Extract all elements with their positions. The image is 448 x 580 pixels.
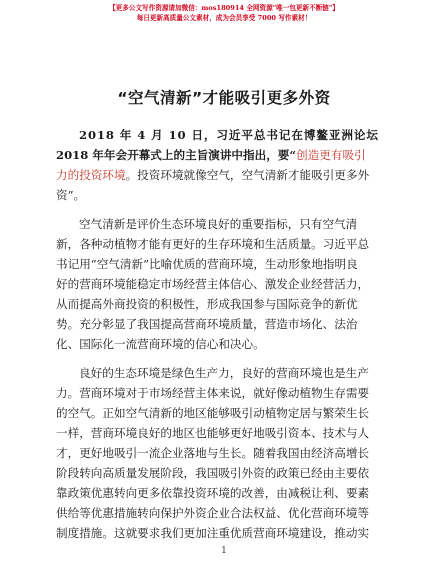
paragraph-2-line: 新，各种动植物才能有更好的生存环境和生活质量。习近平总: [56, 237, 370, 251]
paragraph-1-text: 2018 年 4 月 10 日，习近平总书记在博鳌亚洲论坛: [79, 128, 379, 142]
paragraph-1-line-4: [56, 185, 396, 205]
highlighted-phrase: 创造更有吸引: [296, 148, 366, 162]
paragraph-3-line: 良好的生态环境是绿色生产力，良好的营商环境也是生产: [79, 366, 369, 380]
paragraph-1-text: 2018 年年会开幕式上的主旨演讲中指出，要“: [56, 148, 297, 162]
promo-banner-line-1: 【更多公文写作资源请加微信：mos180914 全网资源"唯一包更新不断链"】: [109, 4, 339, 12]
paragraph-1-line-1: [56, 125, 396, 145]
paragraph-3-line: 的空气。正如空气清新的地区能够吸引动植物定居与繁荣生长: [56, 406, 370, 420]
paragraph-3-line: 一样，营商环境良好的地区也能够更好地吸引资本、技术与人: [56, 426, 370, 440]
paragraph-1-line-2: [56, 145, 396, 165]
page-number: 1: [221, 546, 227, 556]
document-title: “空气清新”才能吸引更多外资: [117, 89, 331, 107]
paragraph-3-line: 制度措施。这就要求我们更加注重优质营商环境建设，推动实: [56, 526, 370, 540]
paragraph-3: [56, 363, 396, 543]
paragraph-3-line: 供给等优惠措施转向保护外资企业合法权益、优化营商环境等: [56, 506, 370, 520]
paragraph-3-line: 才，更好地吸引一流企业落地与生长。随着我国由经济高增长: [56, 446, 370, 460]
paragraph-1-text: 资”。: [56, 188, 86, 202]
document-body: [56, 125, 396, 543]
paragraph-1: [56, 125, 396, 205]
paragraph-3-line: 阶段转向高质量发展阶段，我国吸引外资的政策已经由主要依: [56, 466, 370, 480]
paragraph-1-line-3: [56, 165, 396, 185]
promo-banner-line-2: 每日更新高质量公文素材，成为会员享受 7000 写作素材！: [136, 13, 312, 22]
paragraph-2-line: 空气清新是评价生态环境良好的重要指标，只有空气清: [79, 217, 358, 231]
highlighted-phrase: 力的投资环境: [56, 168, 126, 182]
paragraph-2-line: 好的营商环境能稳定市场经营主体信心、激发企业经营活力，: [56, 277, 370, 291]
paragraph-1-text: 。投资环境就像空气，空气清新才能吸引更多外: [125, 168, 370, 182]
paragraph-2-line: 书记用“空气清新”比喻优质的营商环境，生动形象地指明良: [56, 257, 358, 271]
paragraph-2-line: 从而提高外商投资的积极性，形成我国参与国际竞争的新优: [56, 297, 358, 311]
paragraph-2: [56, 214, 396, 354]
promo-banner: [0, 4, 448, 23]
paragraph-3-line: 靠政策优惠转向更多依靠投资环境的改善，由减税让利、要素: [56, 486, 370, 500]
paragraph-2-line: 势。充分彰显了我国提高营商环境质量，营造市场化、法治: [56, 317, 358, 331]
paragraph-3-line: 力。营商环境对于市场经营主体来说，就好像动植物生存需要: [56, 386, 370, 400]
paragraph-2-line: 化、国际化一流营商环境的信心和决心。: [56, 337, 265, 351]
